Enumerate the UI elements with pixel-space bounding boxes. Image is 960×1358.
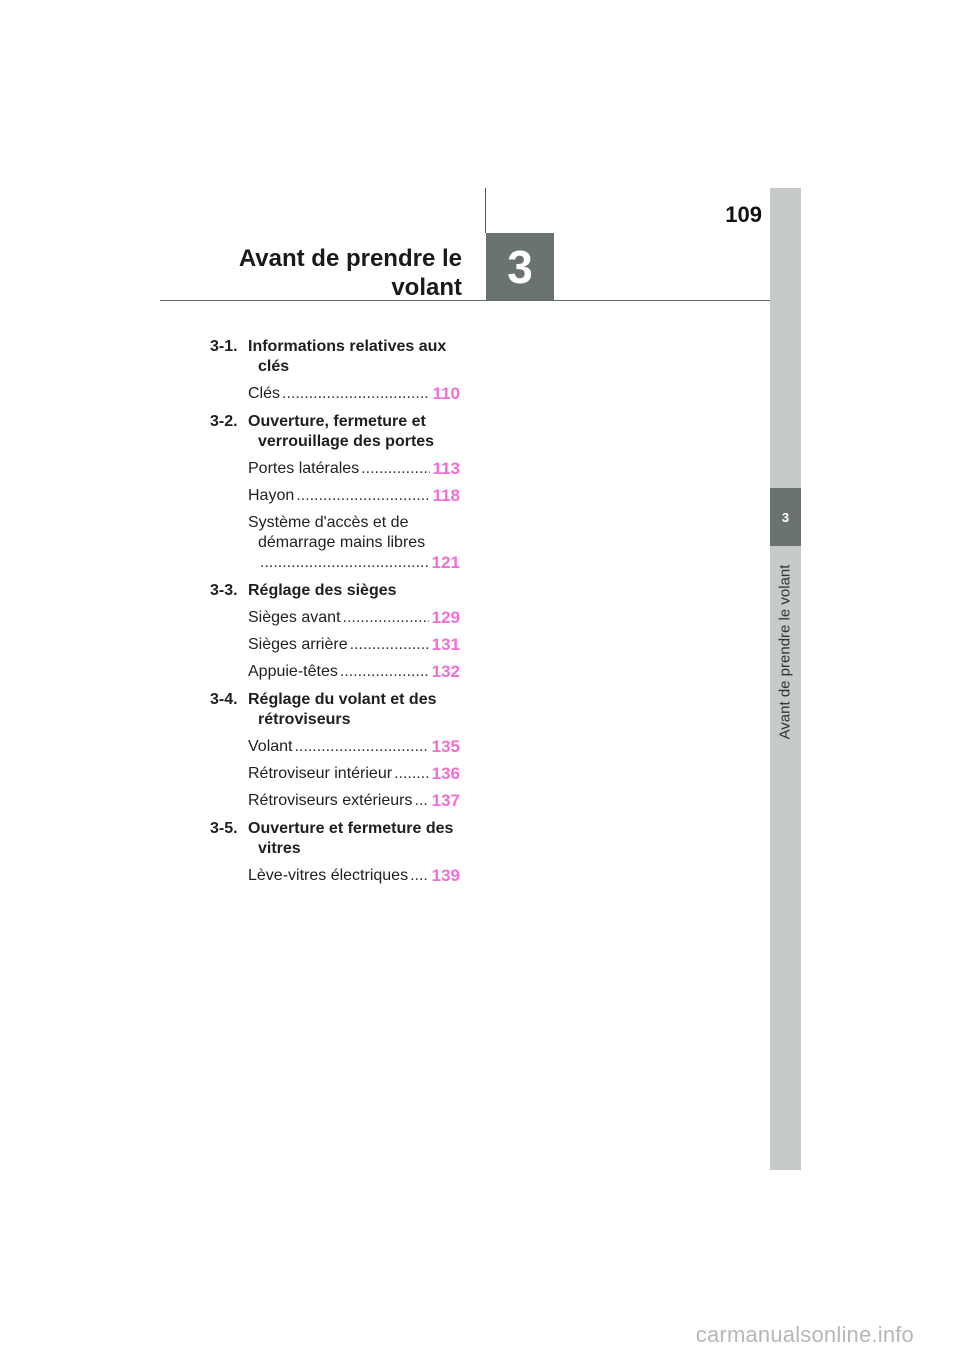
toc-section-number: 3-2. bbox=[210, 413, 238, 430]
toc-leader-dots bbox=[296, 486, 429, 506]
toc-section-title: Ouverture et fermeture des vitres bbox=[248, 820, 454, 857]
toc-page-link[interactable]: 118 bbox=[432, 486, 460, 505]
toc-entry[interactable] bbox=[248, 737, 460, 757]
toc-entry-label: Système d'accès et de démarrage mains libres bbox=[248, 514, 426, 551]
table-of-contents bbox=[210, 337, 460, 894]
toc-page-link[interactable]: 110 bbox=[432, 384, 460, 403]
toc-page-link[interactable]: 131 bbox=[431, 635, 460, 654]
toc-leader-dots bbox=[350, 635, 429, 655]
toc-entry[interactable] bbox=[248, 384, 460, 404]
toc-section bbox=[210, 819, 460, 886]
toc-entry-label: Sièges arrière bbox=[248, 636, 348, 653]
toc-entry[interactable] bbox=[248, 764, 460, 784]
toc-page-link[interactable]: 136 bbox=[431, 764, 460, 783]
toc-section bbox=[210, 337, 460, 404]
toc-page-link[interactable]: 129 bbox=[431, 608, 460, 627]
chapter-title bbox=[200, 244, 462, 302]
toc-leader-dots bbox=[294, 737, 428, 757]
toc-leader-dots bbox=[282, 384, 430, 404]
toc-section-number: 3-4. bbox=[210, 691, 238, 708]
toc-section bbox=[210, 412, 460, 573]
toc-section-title: Réglage des sièges bbox=[248, 582, 397, 599]
toc-entry-label: Appuie-têtes bbox=[248, 663, 338, 680]
toc-section-number: 3-3. bbox=[210, 582, 238, 599]
toc-entry-label: Lève-vitres électriques bbox=[248, 867, 409, 884]
toc-entry-label: Volant bbox=[248, 738, 293, 755]
watermark: carmanualsonline.info bbox=[695, 1322, 914, 1347]
toc-entry-label: Rétroviseurs extérieurs bbox=[248, 792, 413, 809]
toc-leader-dots bbox=[343, 608, 429, 628]
toc-entry-label: Clés bbox=[248, 385, 281, 402]
toc-entry-label: Portes latérales bbox=[248, 460, 360, 477]
toc-entry[interactable] bbox=[248, 635, 460, 655]
toc-leader-dots bbox=[361, 459, 429, 479]
toc-entry[interactable] bbox=[248, 608, 460, 628]
toc-section-title: Ouverture, fermeture et verrouillage des portes bbox=[248, 413, 435, 450]
toc-page-link[interactable]: 137 bbox=[431, 791, 460, 810]
toc-entry[interactable] bbox=[248, 513, 460, 573]
toc-section-heading[interactable] bbox=[210, 690, 460, 730]
toc-leader-dots bbox=[340, 662, 429, 682]
toc-section-title: Informations relatives aux clés bbox=[248, 338, 447, 375]
toc-section-heading[interactable] bbox=[210, 337, 460, 377]
chapter-title-line2: volant bbox=[391, 274, 462, 301]
toc-page-link[interactable]: 139 bbox=[431, 866, 460, 885]
toc-leader-dots bbox=[394, 764, 429, 784]
toc-section bbox=[210, 690, 460, 811]
toc-entry-label: Hayon bbox=[248, 487, 295, 504]
toc-entry-label: Sièges avant bbox=[248, 609, 341, 626]
toc-section bbox=[210, 581, 460, 682]
chapter-number-box: 3 bbox=[486, 233, 554, 300]
toc-section-number: 3-1. bbox=[210, 338, 238, 355]
toc-page-link[interactable]: 121 bbox=[431, 553, 460, 572]
toc-leader-dots bbox=[410, 866, 429, 886]
toc-section-heading[interactable] bbox=[210, 412, 460, 452]
toc-page-link[interactable]: 135 bbox=[431, 737, 460, 756]
toc-section-heading[interactable] bbox=[210, 819, 460, 859]
toc-section-number: 3-5. bbox=[210, 820, 238, 837]
toc-leader-dots bbox=[415, 791, 429, 811]
toc-section-title: Réglage du volant et des rétroviseurs bbox=[248, 691, 437, 728]
toc-page-link[interactable]: 132 bbox=[431, 662, 460, 681]
toc-leader-dots bbox=[260, 553, 429, 573]
toc-entry[interactable] bbox=[248, 486, 460, 506]
toc-entry[interactable] bbox=[248, 459, 460, 479]
side-tab-label-text: Avant de prendre le volant bbox=[776, 564, 794, 740]
toc-entry[interactable] bbox=[248, 866, 460, 886]
page-number: 109 bbox=[725, 202, 762, 227]
toc-section-heading[interactable] bbox=[210, 581, 460, 601]
toc-entry[interactable] bbox=[248, 662, 460, 682]
side-tab-number: 3 bbox=[770, 488, 801, 546]
toc-page-link[interactable]: 113 bbox=[432, 459, 460, 478]
toc-entry-label: Rétroviseur intérieur bbox=[248, 765, 393, 782]
toc-entry[interactable] bbox=[248, 791, 460, 811]
chapter-title-line1: Avant de prendre le bbox=[238, 245, 462, 272]
header-divider-vertical bbox=[485, 188, 486, 233]
